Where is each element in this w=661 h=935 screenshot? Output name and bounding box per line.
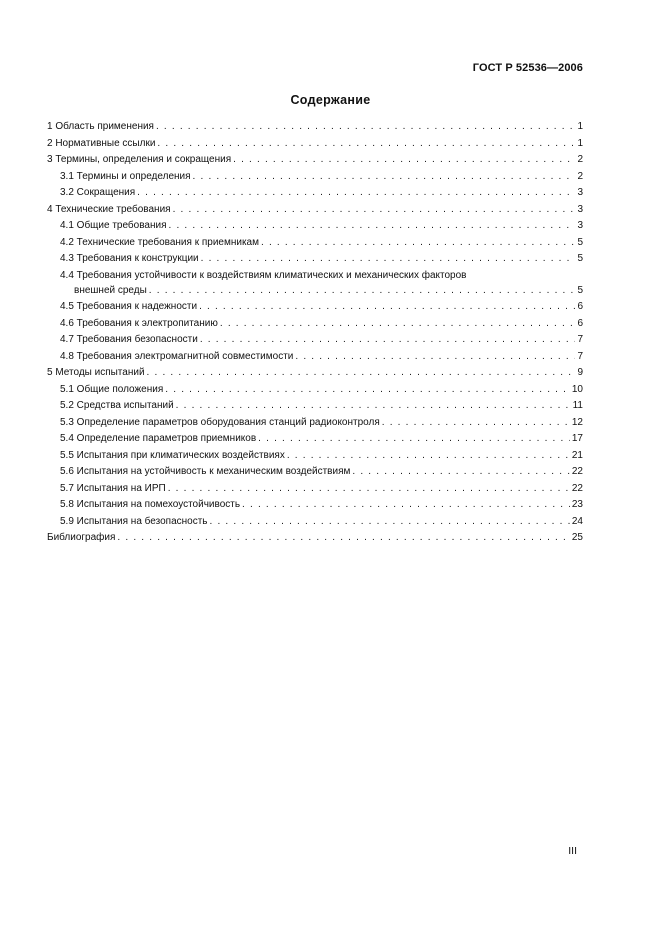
toc-entry-label: 5.2 Средства испытаний (60, 400, 174, 411)
toc-entry-label: Библиография (47, 532, 116, 543)
toc-leader-dots (193, 169, 576, 186)
toc-entry[interactable] (47, 415, 583, 432)
toc-entry-label: 3.1 Термины и определения (60, 170, 191, 182)
toc-entry-page: 7 (577, 350, 583, 362)
toc-entry-page: 9 (577, 367, 583, 378)
toc-leader-dots (168, 481, 570, 498)
toc-entry-label: 4 Технические требования (47, 203, 171, 215)
toc-leader-dots (352, 464, 570, 481)
toc-leader-dots (295, 349, 575, 366)
toc-entry[interactable] (47, 382, 583, 399)
toc-leader-dots (176, 398, 571, 415)
toc-leader-dots (242, 497, 570, 514)
toc-entry-page: 17 (571, 433, 583, 444)
toc-entry-label: 4.7 Требования безопасности (60, 334, 198, 345)
toc-leader-dots (287, 448, 570, 465)
toc-leader-dots (200, 332, 576, 349)
table-of-contents (47, 119, 583, 547)
toc-entry-page: 3 (577, 220, 583, 231)
toc-leader-dots (157, 136, 575, 153)
toc-leader-dots (382, 415, 570, 432)
toc-entry[interactable] (47, 185, 583, 202)
toc-entry-label: 5 Методы испытаний (47, 367, 145, 378)
toc-title: Содержание (290, 93, 371, 107)
toc-leader-dots (261, 235, 575, 252)
toc-entry[interactable] (47, 119, 583, 136)
toc-entry-label: 4.2 Технические требования к приемникам (60, 236, 259, 248)
toc-entry-page: 3 (577, 187, 583, 198)
toc-entry[interactable] (47, 169, 583, 186)
toc-leader-dots (220, 316, 576, 333)
toc-entry-page: 5 (577, 284, 583, 296)
toc-entry-page: 2 (577, 154, 583, 165)
toc-entry-page: 22 (571, 466, 583, 477)
toc-entry-page: 1 (577, 121, 583, 132)
toc-entry-page: 10 (571, 383, 583, 395)
toc-entry-label: 4.4 Требования устойчивости к воздействиям климатических и механических факторов (60, 269, 467, 281)
toc-entry-label: 5.1 Общие положения (60, 383, 164, 395)
toc-entry[interactable] (47, 530, 583, 547)
toc-entry[interactable] (47, 365, 583, 382)
toc-entry-label: 5.8 Испытания на помехоустойчивость (60, 499, 241, 510)
toc-entry-label: 3.2 Сокращения (60, 187, 136, 198)
toc-entry[interactable] (47, 152, 583, 169)
toc-entry-page: 22 (571, 482, 583, 494)
toc-entry-label: 5.6 Испытания на устойчивость к механическим воздействиям (60, 466, 351, 477)
toc-entry-label: 5.7 Испытания на ИРП (60, 482, 166, 494)
toc-leader-dots (156, 119, 575, 136)
toc-entry-page: 2 (577, 170, 583, 182)
toc-entry-page: 23 (571, 499, 583, 510)
toc-leader-dots (210, 514, 570, 531)
toc-entry[interactable] (47, 251, 583, 268)
page-number: III (568, 845, 577, 857)
toc-entry-label: 5.4 Определение параметров приемников (60, 433, 257, 444)
toc-leader-dots (233, 152, 575, 169)
toc-entry-page: 1 (577, 137, 583, 149)
toc-entry[interactable] (47, 349, 583, 366)
toc-entry[interactable] (47, 316, 583, 333)
toc-entry-label: 1 Область применения (47, 121, 154, 132)
toc-entry-page: 11 (572, 400, 583, 411)
toc-entry-label: 3 Термины, определения и сокращения (47, 154, 232, 165)
toc-entry-page: 25 (571, 532, 583, 543)
toc-entry-page: 5 (577, 236, 583, 248)
toc-entry-page: 12 (571, 416, 583, 428)
document-code: ГОСТ Р 52536—2006 (472, 62, 583, 74)
toc-entry[interactable] (47, 431, 583, 448)
toc-entry[interactable] (47, 299, 583, 316)
toc-entry-label: 5.3 Определение параметров оборудования станций радиоконтроля (60, 416, 380, 428)
toc-entry[interactable] (47, 218, 583, 235)
toc-entry-label: 4.3 Требования к конструкции (60, 253, 199, 264)
toc-entry-page: 7 (577, 334, 583, 345)
toc-entry-label-continued: внешней среды (74, 284, 147, 296)
toc-entry-page: 5 (577, 253, 583, 264)
toc-leader-dots (147, 365, 576, 382)
toc-entry[interactable] (47, 332, 583, 349)
toc-entry[interactable] (47, 268, 583, 300)
toc-entry[interactable] (47, 398, 583, 415)
toc-leader-dots (165, 382, 570, 399)
toc-entry-label: 5.5 Испытания при климатических воздействиях (60, 449, 285, 461)
toc-entry-label: 4.5 Требования к надежности (60, 301, 198, 312)
toc-entry-page: 24 (571, 515, 583, 527)
toc-leader-dots (137, 185, 575, 202)
toc-entry-page: 21 (571, 449, 583, 461)
toc-entry-page: 6 (577, 317, 583, 329)
toc-leader-dots (169, 218, 576, 235)
toc-entry-page: 3 (577, 203, 583, 215)
toc-entry-label: 4.1 Общие требования (60, 220, 167, 231)
toc-entry[interactable] (47, 448, 583, 465)
toc-entry[interactable] (47, 136, 583, 153)
toc-entry-label: 2 Нормативные ссылки (47, 137, 156, 149)
toc-leader-dots (201, 251, 576, 268)
toc-leader-dots (149, 283, 576, 300)
toc-leader-dots (199, 299, 575, 316)
toc-entry[interactable] (47, 497, 583, 514)
toc-entry[interactable] (47, 202, 583, 219)
toc-entry[interactable] (47, 464, 583, 481)
toc-entry-label: 4.8 Требования электромагнитной совместимости (60, 350, 294, 362)
toc-entry[interactable] (47, 514, 583, 531)
toc-entry-label: 5.9 Испытания на безопасность (60, 515, 208, 527)
toc-leader-dots (258, 431, 570, 448)
toc-leader-dots (117, 530, 569, 547)
toc-leader-dots (173, 202, 576, 219)
toc-entry-label: 4.6 Требования к электропитанию (60, 317, 218, 329)
toc-entry[interactable] (47, 235, 583, 252)
toc-entry[interactable] (47, 481, 583, 498)
toc-entry-page: 6 (577, 301, 583, 312)
